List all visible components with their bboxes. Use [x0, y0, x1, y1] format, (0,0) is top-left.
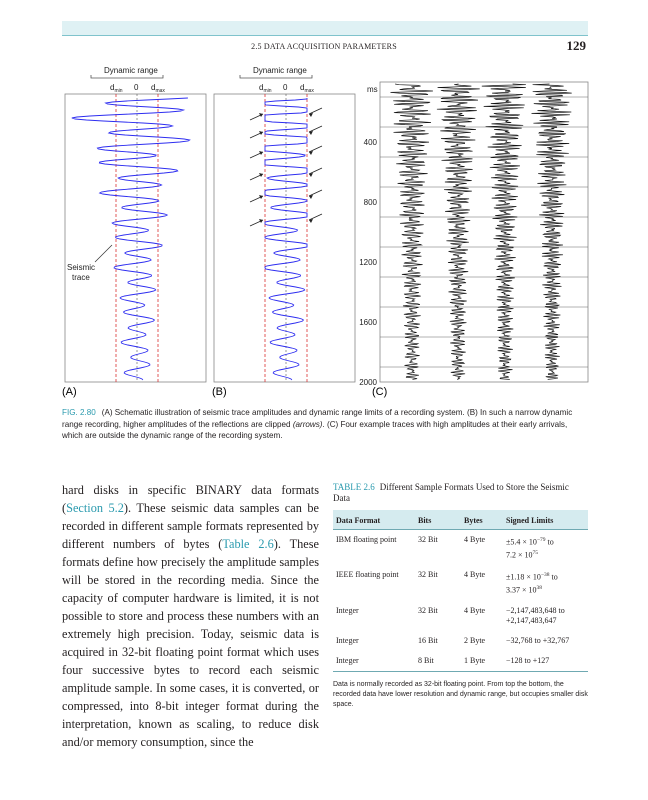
cell-bytes: 1 Byte [461, 651, 503, 672]
panel-a [65, 66, 206, 382]
cell-format: Integer [336, 605, 359, 615]
running-head: 2.5 DATA ACQUISITION PARAMETERS [251, 42, 397, 51]
panel-c-unit: ms [367, 85, 378, 94]
time-tick-label: 800 [363, 198, 377, 207]
panel-b-dynamic-range-label: Dynamic range [253, 66, 307, 75]
table-label: TABLE 2.6 [333, 482, 375, 492]
cell-format: Integer [333, 651, 415, 672]
caption-text-2: . (C) Four example traces with high amplitudes at their early arrivals, which are outside the dynamic range of the recording system. [62, 419, 568, 441]
header-bytes: Bytes [461, 510, 503, 530]
cell-format: Integer [336, 635, 359, 645]
time-tick-label: 400 [363, 138, 377, 147]
clip-arrow [309, 108, 322, 114]
formats-table [333, 510, 588, 672]
cell-bits: 32 Bit [418, 535, 438, 544]
time-tick-label: 1200 [359, 258, 377, 267]
clip-arrow [309, 168, 322, 174]
panel-c [359, 82, 588, 387]
cell-limits: −2,147,483,648 to +2,147,483,647 [506, 605, 565, 625]
cell-bytes: 4 Byte [464, 570, 486, 580]
panel-a-range-bracket [91, 75, 163, 78]
clip-arrowhead [259, 131, 263, 135]
panel-b-zero: 0 [283, 83, 288, 92]
clip-arrowhead [259, 219, 263, 223]
panel-a-frame [65, 94, 206, 382]
cell-format: IBM floating point [336, 535, 397, 544]
clip-arrow [309, 214, 322, 220]
panel-a-zero: 0 [134, 83, 139, 92]
body-text-2: ). These seismic data samples can be recorded in different sample formats represented by different numbers of bytes ( [62, 501, 319, 551]
panel-b-label: (B) [212, 386, 227, 398]
cell-limits: −32,768 to +32,767 [506, 635, 570, 645]
cell-bits: 8 Bit [415, 651, 461, 672]
figure-svg [60, 62, 590, 402]
clip-arrow [309, 146, 322, 152]
table-footnote: Data is normally recorded as 32-bit floating point. From top the bottom, the recorded data have lower resolution and dynamic range, but occupies smaller disk space. [333, 680, 588, 708]
header-rule [62, 35, 588, 36]
figure-label: FIG. 2.80 [62, 408, 96, 417]
table-title [333, 482, 588, 504]
clip-arrow [309, 190, 322, 196]
table-row [333, 601, 588, 631]
panel-b-frame [214, 94, 355, 382]
caption-text-1: (A) Schematic illustration of seismic trace amplitudes and dynamic range limits of a recording system. (B) In such a narrow dynamic range recording, higher amplitudes of the reflections are clipped [62, 408, 573, 429]
table-row [333, 651, 588, 672]
time-tick-label: 1600 [359, 318, 377, 327]
table-caption: Different Sample Formats Used to Store the Seismic Data [333, 482, 569, 503]
cell-bits: 32 Bit [418, 605, 438, 615]
panel-a-dynamic-range-label: Dynamic range [104, 66, 158, 75]
cell-limits: $\pm 5.4 \times 10^{-79}$ to $7.2 \times 10^{75}$ [506, 537, 554, 560]
panel-a-trace-label-2: trace [72, 273, 90, 282]
header-data-format: Data Format [333, 510, 415, 530]
panel-a-dmin: $d_{min}$ [110, 83, 123, 94]
cell-bits: 16 Bit [418, 635, 438, 645]
time-tick-label: 2000 [359, 378, 377, 387]
clip-arrowhead [259, 113, 263, 117]
table-row [333, 530, 588, 566]
table-2-6 [333, 482, 588, 710]
clip-arrowhead [259, 173, 263, 177]
table-link[interactable]: Table 2.6 [222, 537, 274, 551]
panel-b-dmin: $d_{min}$ [259, 83, 272, 94]
cell-limits: −128 to +127 [503, 651, 588, 672]
panel-b [214, 66, 355, 382]
header-signed-limits: Signed Limits [503, 510, 588, 530]
table-header-row [333, 510, 588, 530]
panel-c-label: (C) [372, 386, 388, 398]
body-paragraph [62, 481, 319, 751]
cell-format: IEEE floating point [336, 570, 399, 580]
header-band [62, 21, 588, 35]
panel-a-label: (A) [62, 386, 77, 398]
table-row [333, 631, 588, 651]
table-row [333, 565, 588, 600]
panel-a-seismic-trace [72, 98, 190, 380]
clip-arrowhead [259, 151, 263, 155]
cell-bytes: 4 Byte [464, 605, 486, 615]
panel-b-range-bracket [240, 75, 312, 78]
cell-limits: $\pm 1.18 \times 10^{-38}$ to $3.37 \times 10^{38}$ [506, 572, 558, 595]
panel-b-dmax: $d_{max}$ [300, 83, 314, 94]
panel-c-time-axis [359, 138, 377, 387]
cell-bytes: 4 Byte [464, 535, 486, 544]
clip-arrowhead [259, 195, 263, 199]
panel-a-dmax: $d_{max}$ [151, 83, 165, 94]
clip-arrow [309, 126, 322, 132]
body-text-3: ). These formats define how precisely the amplitude samples will be stored in the recording media. Since the capacity of computer hardware is limited, it is not possible to store and process these numbers with an extremely high precision. Today, seismic data is acquired in 32-bit floating point format which uses four successive bytes to record each seismic amplitude sample. In some cases, it is converted, or compressed, into 8-bit integer format during the interpretation, known as scaling, to reduce disk and/or memory consumption, since the [62, 537, 319, 749]
figure-2-80 [60, 62, 590, 402]
figure-caption [62, 407, 588, 442]
caption-arrows: (arrows) [292, 419, 323, 429]
header-bits: Bits [415, 510, 461, 530]
body-text-1: hard disks in specific BINARY data formats ( [62, 483, 319, 515]
panel-a-trace-pointer [95, 245, 112, 262]
cell-bytes: 2 Byte [464, 635, 486, 645]
cell-bits: 32 Bit [418, 570, 438, 580]
page-number: 129 [566, 38, 586, 53]
panel-a-trace-label-1: Seismic [67, 263, 96, 272]
section-link[interactable]: Section 5.2 [66, 501, 124, 515]
